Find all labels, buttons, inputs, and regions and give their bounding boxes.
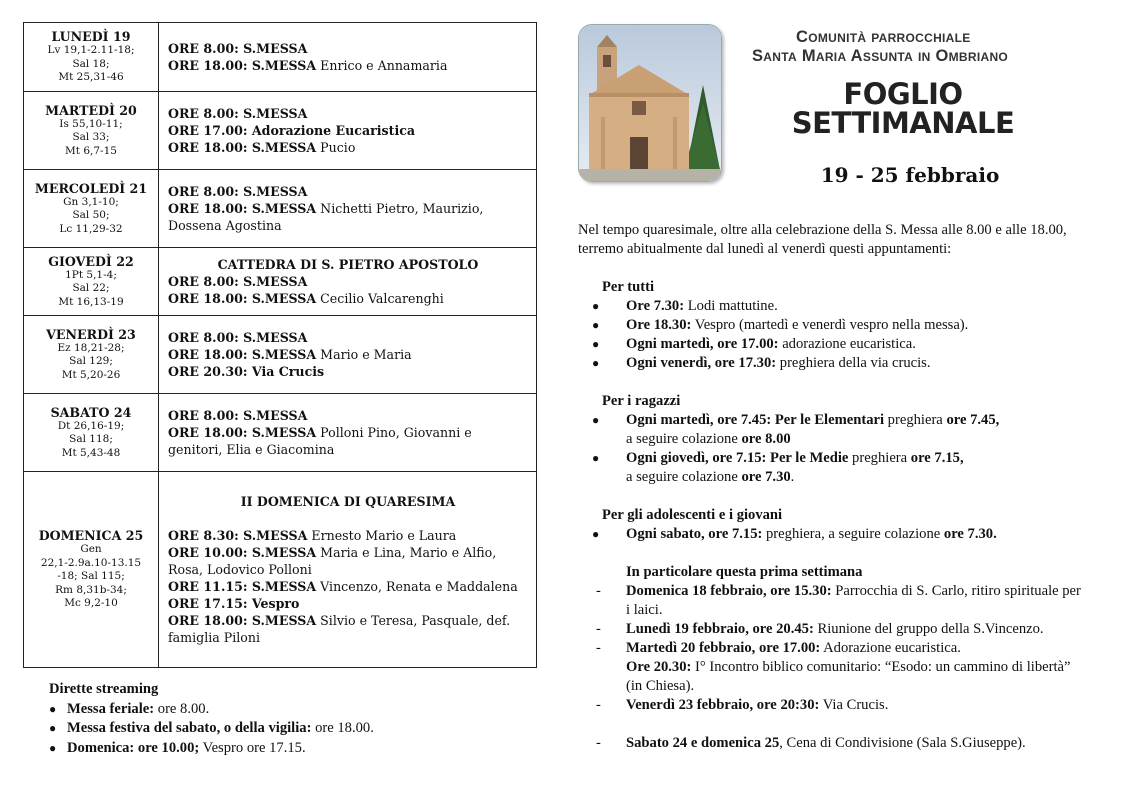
reading: -18; Sal 115;: [57, 570, 125, 583]
schedule-row: [24, 472, 537, 668]
list-item: - Lunedì 19 febbraio, ore 20.45: Riunione del gruppo della S.Vincenzo.: [596, 621, 1044, 637]
reading: Sal 33;: [72, 131, 110, 144]
event-line: ORE 8.00: S.MESSA: [168, 184, 308, 199]
reading: 1Pt 5,1-4;: [65, 268, 117, 281]
bullet-icon: ●: [592, 299, 600, 313]
bullet-icon: ●: [592, 337, 600, 351]
day-cell: [24, 316, 159, 394]
reading: Sal 22;: [72, 282, 110, 295]
events-cell: [159, 170, 537, 248]
day-name: LUNEDÌ 19: [51, 29, 131, 45]
event-line: ORE 17.00: Adorazione Eucaristica: [168, 123, 416, 138]
reading: Sal 50;: [72, 209, 110, 222]
day-cell: [24, 92, 159, 170]
list-item: ● Ore 18.30: Vespro (martedì e venerdì vespro nella messa).: [592, 317, 969, 333]
reading: Mt 25,31-46: [58, 71, 124, 84]
day-cell: [24, 248, 159, 316]
section-title: Per tutti: [602, 279, 655, 295]
day-cell: [24, 23, 159, 92]
schedule-table: [23, 22, 537, 668]
events-cell: [159, 316, 537, 394]
event-line: ORE 8.30: S.MESSA Ernesto Mario e Laura: [168, 528, 457, 543]
day-name: VENERDÌ 23: [46, 326, 136, 342]
appointments: [578, 221, 1088, 753]
event-line: ORE 8.00: S.MESSA: [168, 274, 308, 289]
section-title: Per i ragazzi: [602, 393, 681, 409]
feast-title: II DOMENICA DI QUARESIMA: [240, 494, 456, 509]
schedule-row: [24, 248, 537, 316]
events-cell: [159, 248, 537, 316]
list-item: - Domenica 18 febbraio, ore 15.30: Parrocchia di S. Carlo, ritiro spirituale per i laici.: [596, 583, 1081, 618]
events-cell: [159, 92, 537, 170]
event-line: ORE 11.15: S.MESSA Vincenzo, Renata e Maddalena: [168, 579, 518, 594]
schedule-row: [24, 170, 537, 248]
event-line: ORE 18.00: S.MESSA Mario e Maria: [168, 347, 412, 362]
schedule-row: [24, 92, 537, 170]
feast-title: CATTEDRA DI S. PIETRO APOSTOLO: [217, 257, 479, 272]
events-cell: [159, 472, 537, 668]
day-cell: [24, 170, 159, 248]
event-line: ORE 8.00: S.MESSA: [168, 106, 308, 121]
day-cell: [24, 472, 159, 668]
bullet-icon: ●: [592, 413, 600, 427]
list-item: ● Ogni martedì, ore 7.45: Per le Elementari preghiera ore 7.45, a seguire colazione ore 8.00: [592, 412, 1000, 447]
event-line: ORE 18.00: S.MESSA Polloni Pino, Giovanni e genitori, Elia e Giacomina: [168, 425, 472, 457]
event-line: ORE 8.00: S.MESSA: [168, 330, 308, 345]
bullet-icon: ●: [592, 318, 600, 332]
reading: Sal 18;: [72, 57, 110, 70]
parish-line: Comunità parrocchiale: [796, 28, 971, 46]
event-line: ORE 18.00: S.MESSA Nichetti Pietro, Maurizio, Dossena Agostina: [168, 201, 484, 233]
schedule-row: [24, 316, 537, 394]
day-name: SABATO 24: [50, 404, 132, 420]
section-title: In particolare questa prima settimana: [626, 564, 863, 580]
intro-text: Nel tempo quaresimale, oltre alla celebrazione della S. Messa alle 8.00 e alle 18.00, terremo abitualmente dal lunedì al venerdì questi appuntamenti:: [578, 222, 1067, 257]
event-line: ORE 18.00: S.MESSA Cecilio Valcarenghi: [168, 291, 444, 306]
event-line: ORE 18.00: S.MESSA Silvio e Teresa, Pasquale, def. famiglia Piloni: [168, 613, 511, 645]
reading: 22,1-2.9a.10-13.15: [40, 556, 142, 569]
event-line: ORE 17.15: Vespro: [168, 596, 300, 611]
reading: Lc 11,29-32: [59, 222, 123, 235]
parish-line: Santa Maria Assunta in Ombriano: [752, 47, 1009, 65]
reading: Gn 3,1-10;: [63, 195, 119, 208]
reading: Gen: [80, 543, 102, 556]
event-line: ORE 10.00: S.MESSA Maria e Lina, Mario e Alfio, Rosa, Lodovico Polloni: [168, 545, 497, 577]
newsletter-title: [788, 77, 1018, 140]
dash-icon: -: [596, 583, 601, 599]
church-photo: [578, 24, 722, 182]
dash-icon: -: [596, 697, 601, 713]
day-name: DOMENICA 25: [38, 528, 144, 544]
reading: Mt 16,13-19: [58, 295, 124, 308]
list-item: - Venerdì 23 febbraio, ore 20:30: Via Crucis.: [596, 697, 889, 713]
reading: Is 55,10-11;: [59, 117, 123, 130]
event-line: ORE 18.00: S.MESSA Enrico e Annamaria: [168, 58, 448, 73]
events-cell: [159, 394, 537, 472]
reading: Mt 6,7-15: [65, 144, 117, 157]
bullet-icon: ●: [49, 721, 57, 735]
events-cell: [159, 23, 537, 92]
list-item: ● Ogni giovedì, ore 7.15: Per le Medie preghiera ore 7.15, a seguire colazione ore 7.30.: [592, 450, 964, 485]
title-line: FOGLIO: [843, 77, 963, 111]
bullet-icon: ●: [592, 451, 600, 465]
list-item: ● Ogni martedì, ore 17.00: adorazione eucaristica.: [592, 336, 916, 352]
bullet-icon: ●: [592, 356, 600, 370]
bullet-icon: ●: [592, 527, 600, 541]
list-item: ● Ogni venerdì, ore 17.30: preghiera della via crucis.: [592, 355, 931, 371]
reading: Mc 9,2-10: [64, 597, 118, 610]
reading: Sal 129;: [69, 355, 113, 368]
section-title: Per gli adolescenti e i giovani: [602, 507, 783, 523]
streaming-title: Dirette streaming: [49, 681, 159, 697]
church-illustration: [579, 25, 721, 181]
streaming-info: [49, 680, 374, 758]
reading: Lv 19,1-2.11-18;: [47, 44, 135, 57]
list-item: ● Ore 7.30: Lodi mattutine.: [592, 298, 778, 314]
list-item: - Martedì 20 febbraio, ore 17.00: Adorazione eucaristica. Ore 20.30: I° Incontro biblico comunitario: “Esodo: un cammino di libertà” (in Chiesa).: [596, 640, 1071, 694]
reading: Mt 5,43-48: [61, 446, 121, 459]
streaming-item: ● Domenica: ore 10.00; Vespro ore 17.15.: [49, 739, 374, 759]
reading: Dt 26,16-19;: [57, 419, 125, 432]
reading: Rm 8,31b-34;: [55, 583, 127, 596]
reading: Sal 118;: [69, 433, 113, 446]
dash-icon: -: [596, 640, 601, 656]
event-line: ORE 8.00: S.MESSA: [168, 408, 308, 423]
day-name: MERCOLEDÌ 21: [34, 180, 148, 196]
list-item: ● Ogni sabato, ore 7.15: preghiera, a seguire colazione ore 7.30.: [592, 526, 997, 542]
bullet-icon: ●: [49, 701, 57, 716]
schedule-row: [24, 23, 537, 92]
day-name: GIOVEDÌ 22: [48, 253, 134, 269]
day-cell: [24, 394, 159, 472]
week-range: 19 - 25 febbraio: [820, 163, 1000, 187]
list-item: - Sabato 24 e domenica 25, Cena di Condivisione (Sala S.Giuseppe).: [596, 735, 1026, 751]
schedule-row: [24, 394, 537, 472]
event-line: ORE 8.00: S.MESSA: [168, 41, 308, 56]
streaming-item: ● Messa feriale: ore 8.00.: [49, 700, 374, 720]
title-line: SETTIMANALE: [791, 106, 1015, 140]
dash-icon: -: [596, 621, 601, 637]
day-name: MARTEDÌ 20: [45, 102, 137, 118]
event-line: ORE 20.30: Via Crucis: [168, 364, 325, 379]
event-line: ORE 18.00: S.MESSA Pucio: [168, 140, 356, 155]
reading: Mt 5,20-26: [61, 368, 121, 381]
bullet-icon: ●: [49, 740, 57, 755]
reading: Ez 18,21-28;: [57, 341, 125, 354]
dash-icon: -: [596, 735, 601, 751]
streaming-item: ● Messa festiva del sabato, o della vigilia: ore 18.00.: [49, 719, 374, 739]
parish-name: [752, 28, 1062, 66]
